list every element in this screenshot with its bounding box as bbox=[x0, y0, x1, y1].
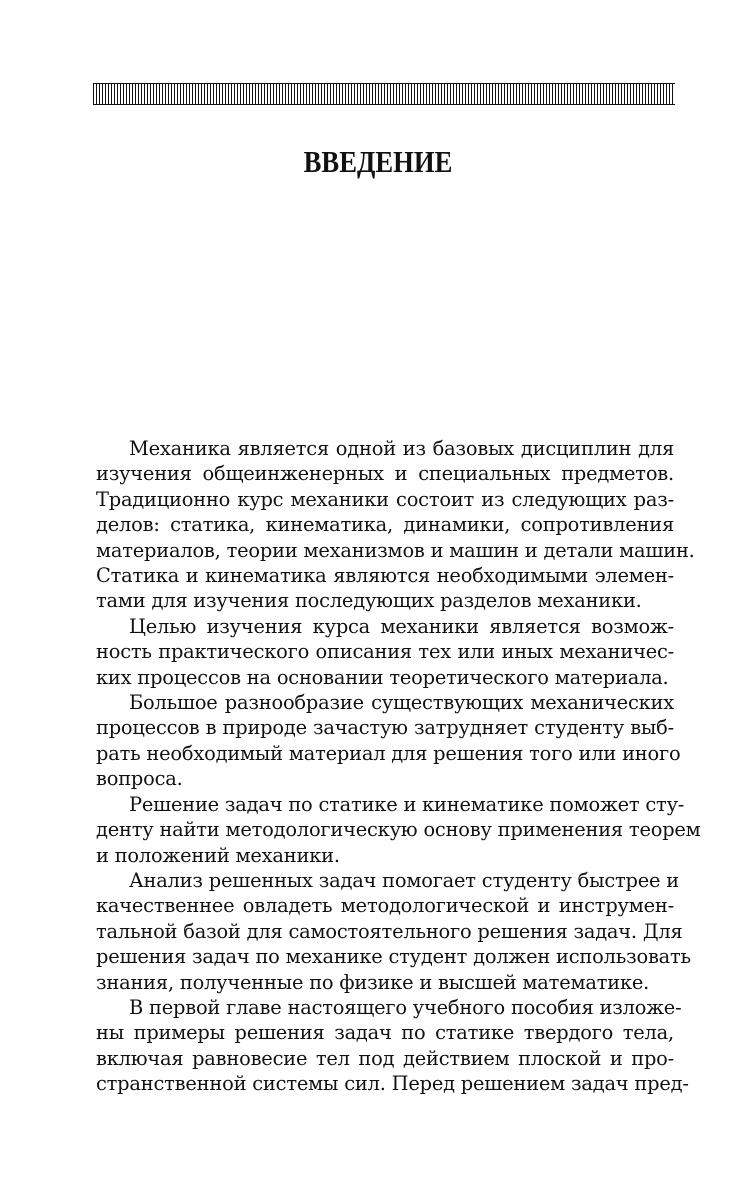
text-line: В первой главе настоящего учебного пособия изложе- bbox=[129, 995, 682, 1019]
paragraph-3 bbox=[96, 690, 681, 792]
text-line: тальной базой для самостоятельного решения задач. Для bbox=[96, 919, 683, 943]
paragraph-1 bbox=[96, 436, 695, 614]
text-line: ность практического описания тех или иных механичес- bbox=[96, 640, 674, 664]
text-line: ны примеры решения задач по статике твердого тела, bbox=[96, 1021, 674, 1045]
text-line: Механика является одной из базовых дисциплин для bbox=[129, 437, 674, 460]
text-line: Целью изучения курса механики является возмож- bbox=[129, 614, 674, 638]
text-line: материалов, теории механизмов и машин и детали машин. bbox=[96, 538, 695, 562]
text-line: рать необходимый материал для решения того или иного bbox=[96, 741, 681, 765]
text-line: Большое разнообразие существующих механических bbox=[129, 691, 674, 715]
text-line: изучения общеинженерных и специальных предметов. bbox=[96, 462, 674, 486]
paragraph-6 bbox=[96, 995, 689, 1097]
text-line: денту найти методологическую основу применения теорем bbox=[96, 818, 701, 842]
paragraph-5 bbox=[96, 868, 691, 995]
chapter-title: ВВЕДЕНИЕ bbox=[303, 144, 453, 179]
text-line: тами для изучения последующих разделов механики. bbox=[96, 589, 642, 613]
paragraph-4 bbox=[96, 792, 701, 868]
text-line: делов: статика, кинематика, динамики, сопротивления bbox=[96, 513, 674, 537]
text-line: Статика и кинематика являются необходимыми элемен- bbox=[96, 564, 674, 588]
text-line: включая равновесие тел под действием плоской и про- bbox=[96, 1046, 674, 1070]
text-line: и положений механики. bbox=[96, 843, 340, 867]
text-line: ких процессов на основании теоретического материала. bbox=[96, 665, 669, 689]
text-line: качественнее овладеть методологической и инструмен- bbox=[96, 894, 674, 918]
header-ornament-rule bbox=[93, 83, 675, 105]
text-line: вопроса. bbox=[96, 767, 183, 791]
text-line: Решение задач по статике и кинематике поможет сту- bbox=[129, 792, 685, 816]
text-line: процессов в природе зачастую затрудняет студенту выб- bbox=[96, 716, 674, 740]
body-text bbox=[96, 436, 701, 1097]
text-line: решения задач по механике студент должен использовать bbox=[96, 945, 691, 969]
text-line: странственной системы сил. Перед решением задач пред- bbox=[96, 1072, 689, 1096]
paragraph-2 bbox=[96, 614, 674, 690]
text-line: знания, полученные по физике и высшей математике. bbox=[96, 970, 650, 994]
text-line: Анализ решенных задач помогает студенту быстрее и bbox=[129, 868, 679, 892]
text-line: Традиционно курс механики состоит из следующих раз- bbox=[96, 487, 674, 511]
